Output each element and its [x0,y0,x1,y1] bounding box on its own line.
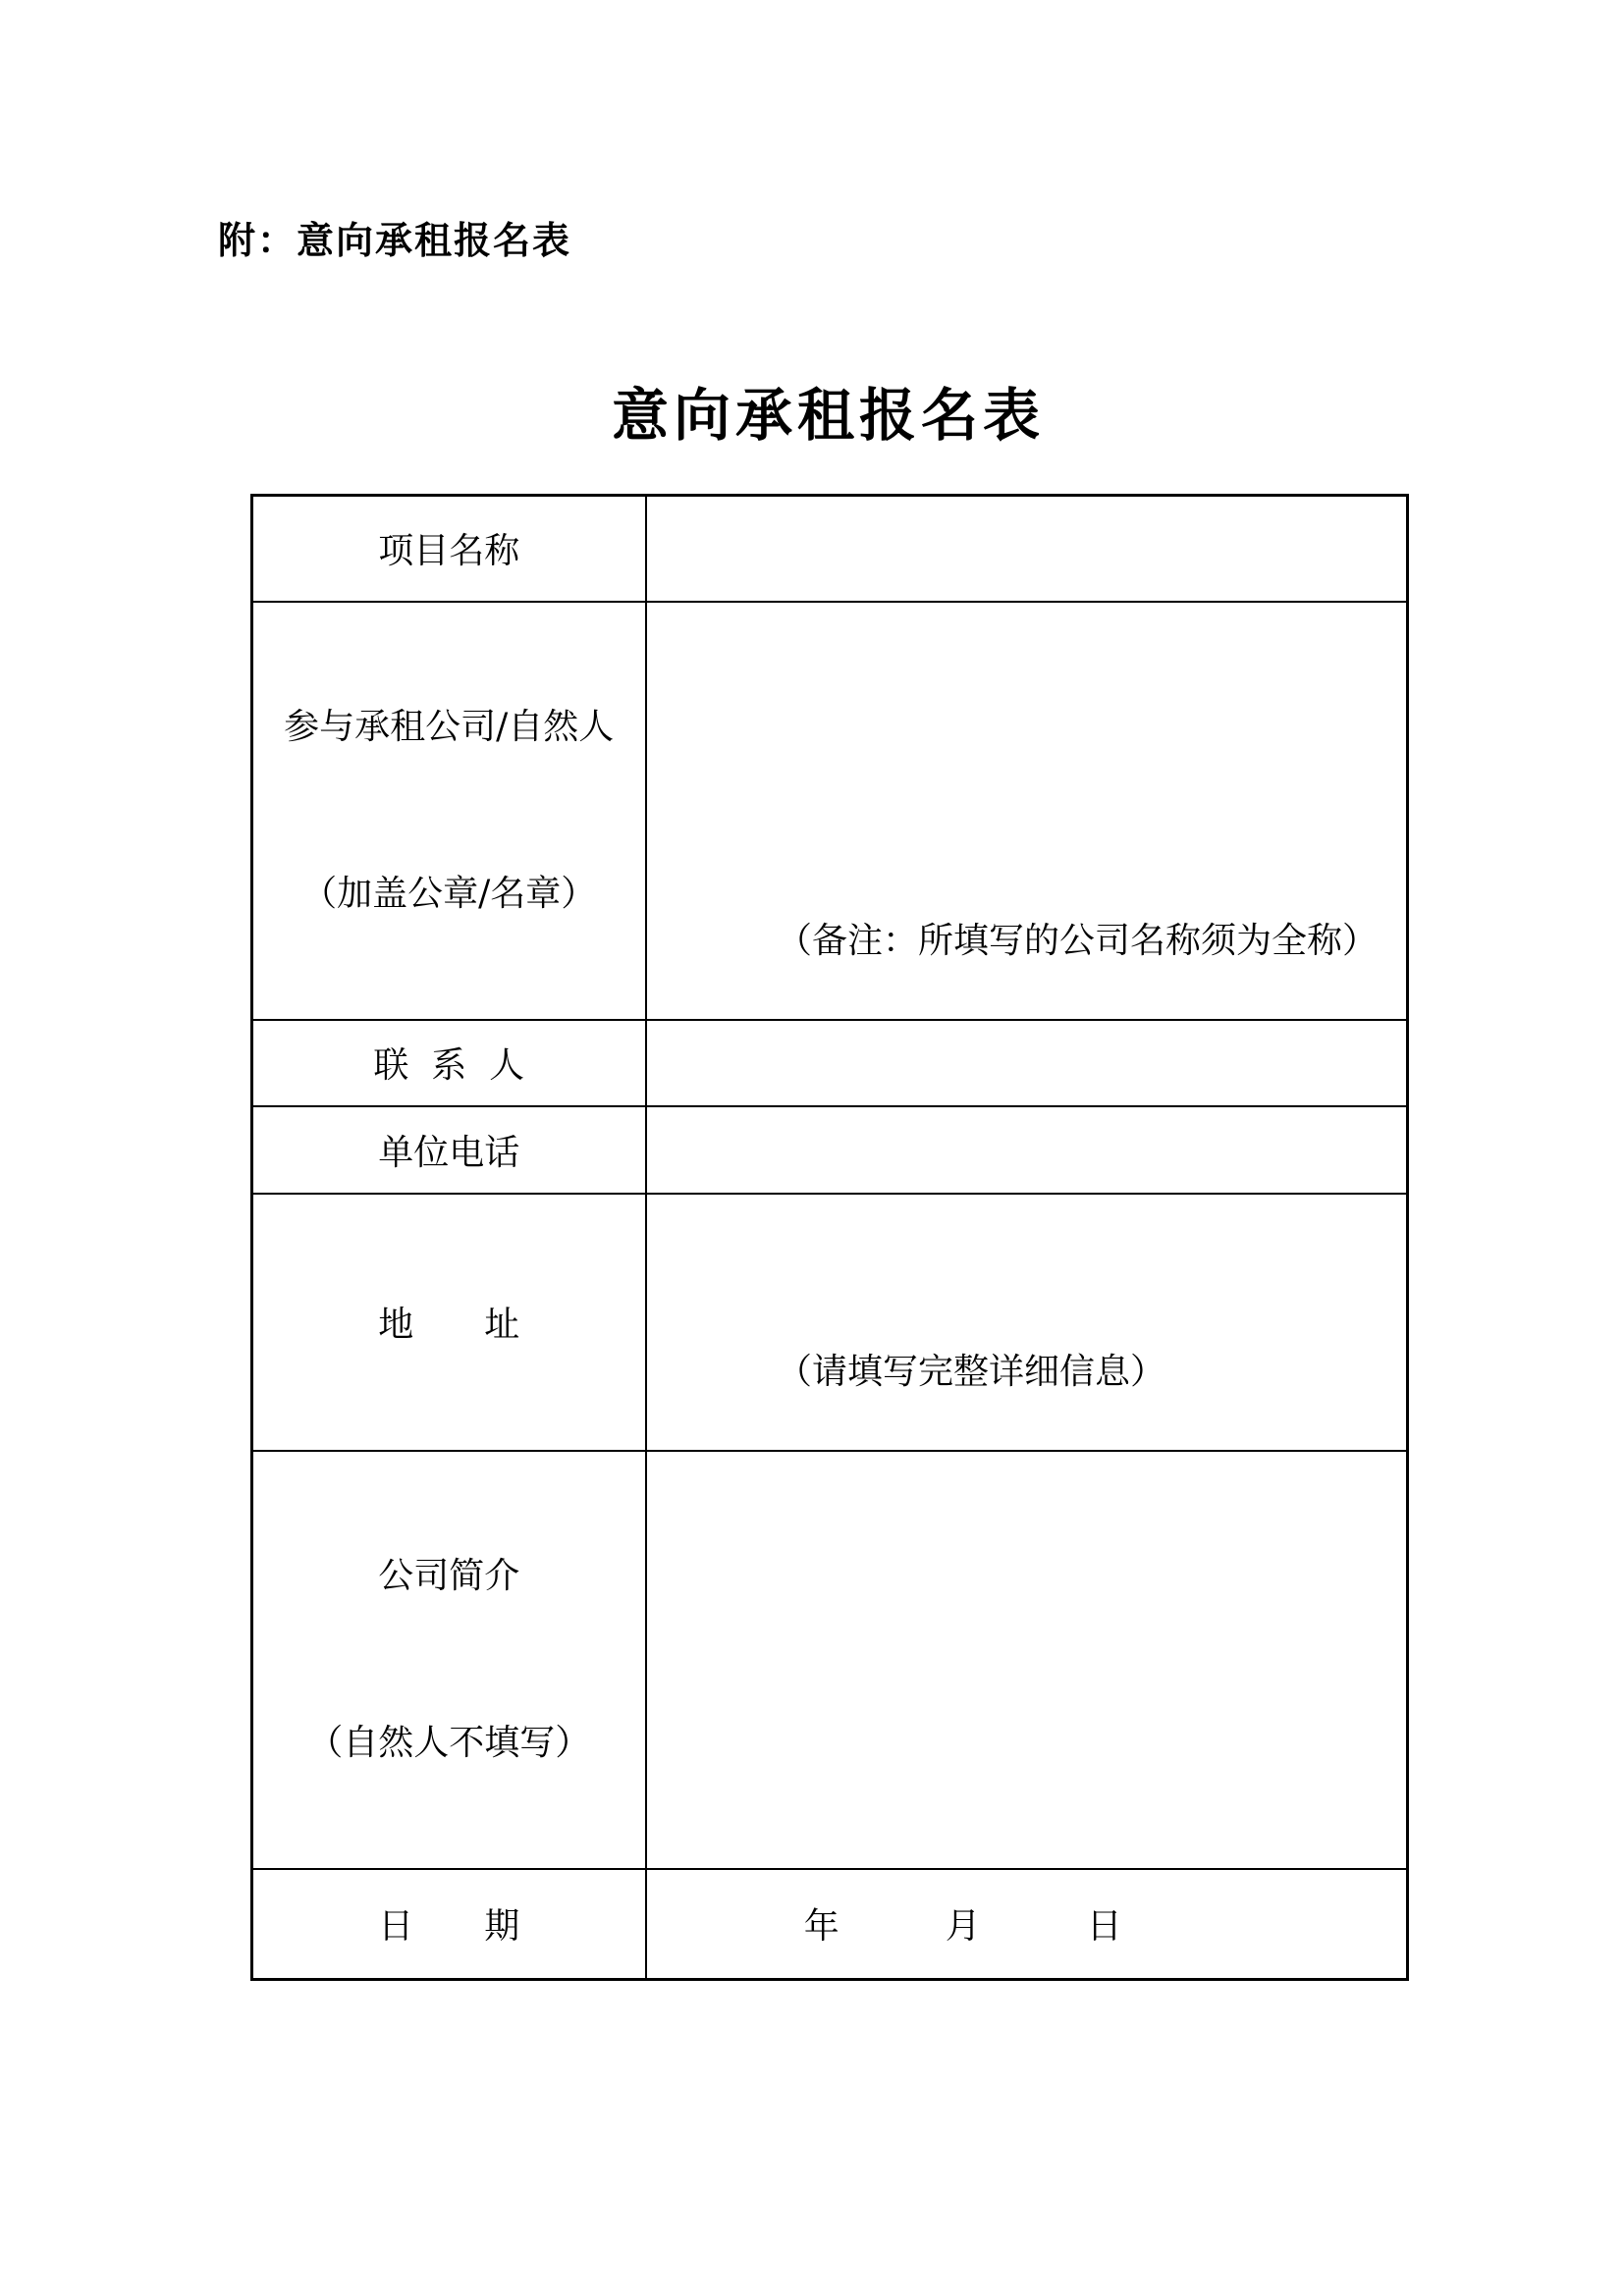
label-company-profile-line2: （自然人不填写） [307,1722,591,1763]
label-company-line1: 参与承租公司/自然人 [284,706,615,747]
label-contact-person: 联 系 人 [252,1020,646,1106]
label-company-profile-line1: 公司简介 [378,1555,520,1596]
value-cell-date: 年 月 日 [646,1869,1408,1980]
label-company-profile [252,1451,646,1869]
value-cell-contact-person [646,1020,1408,1106]
value-cell-company-phone [646,1106,1408,1194]
company-note: （备注：所填写的公司名称须为全称） [776,920,1378,961]
label-company-phone: 单位电话 [252,1106,646,1194]
label-address: 地 址 [252,1194,646,1451]
value-cell-address [646,1194,1408,1451]
registration-form-table [250,494,1409,1981]
value-cell-project-name [646,496,1408,602]
value-cell-company [646,602,1408,1020]
table-row-company-phone [252,1106,1408,1194]
label-company [252,602,646,1020]
label-project-name: 项目名称 [252,496,646,602]
table-row-company [252,602,1408,1020]
table-row-project-name [252,496,1408,602]
table-row-contact-person [252,1020,1408,1106]
label-date: 日 期 [252,1869,646,1980]
label-company-line2: （加盖公章/名章） [301,873,597,914]
address-note: （请填写完整详细信息） [776,1351,1165,1392]
form-title: 意向承租报名表 [611,382,1045,449]
attachment-heading: 附：意向承租报名表 [218,219,572,262]
table-row-address [252,1194,1408,1451]
table-row-date [252,1869,1408,1980]
value-cell-company-profile [646,1451,1408,1869]
table-row-company-profile [252,1451,1408,1869]
